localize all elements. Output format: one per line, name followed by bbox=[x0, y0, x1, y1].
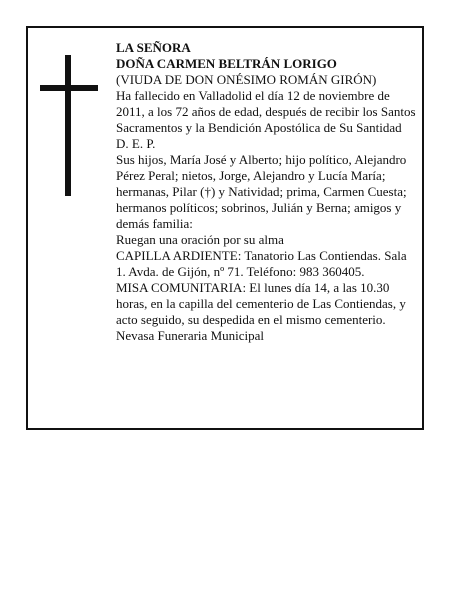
notice-body bbox=[116, 40, 418, 344]
cross-horizontal-bar bbox=[40, 85, 98, 91]
chapel-info: CAPILLA ARDIENTE: Tanatorio Las Contiendas. Sala 1. Avda. de Gijón, nº 71. Teléfono: 983 360405. bbox=[116, 248, 407, 279]
family-list: Sus hijos, María José y Alberto; hijo político, Alejandro Pérez Peral; nietos, Jorge, Alejandro y Lucía María; hermanas, Pilar (†) y Natividad; prima, Carmen Cuesta; hermanos políticos; sobrinos, Julián y Berna; amigos y demás familia: bbox=[116, 152, 407, 231]
latin-cross-icon bbox=[40, 55, 98, 196]
cross-vertical-bar bbox=[65, 55, 71, 196]
funeral-home: Nevasa Funeraria Municipal bbox=[116, 328, 265, 343]
obituary-notice bbox=[26, 26, 424, 430]
notice-title: LA SEÑORA bbox=[116, 40, 191, 55]
rip-text: D. E. P. bbox=[116, 136, 156, 151]
widow-of: (VIUDA DE DON ONÉSIMO ROMÁN GIRÓN) bbox=[116, 72, 377, 87]
mass-info: MISA COMUNITARIA: El lunes día 14, a las 10.30 horas, en la capilla del cementerio de Las Contiendas, y acto seguido, su despedida en el mismo cementerio. bbox=[116, 280, 406, 327]
prayer-request: Ruegan una oración por su alma bbox=[116, 232, 284, 247]
deceased-name: DOÑA CARMEN BELTRÁN LORIGO bbox=[116, 56, 337, 71]
death-announcement: Ha fallecido en Valladolid el día 12 de noviembre de 2011, a los 72 años de edad, después de recibir los Santos Sacramentos y la Bendición Apostólica de Su Santidad bbox=[116, 88, 416, 135]
